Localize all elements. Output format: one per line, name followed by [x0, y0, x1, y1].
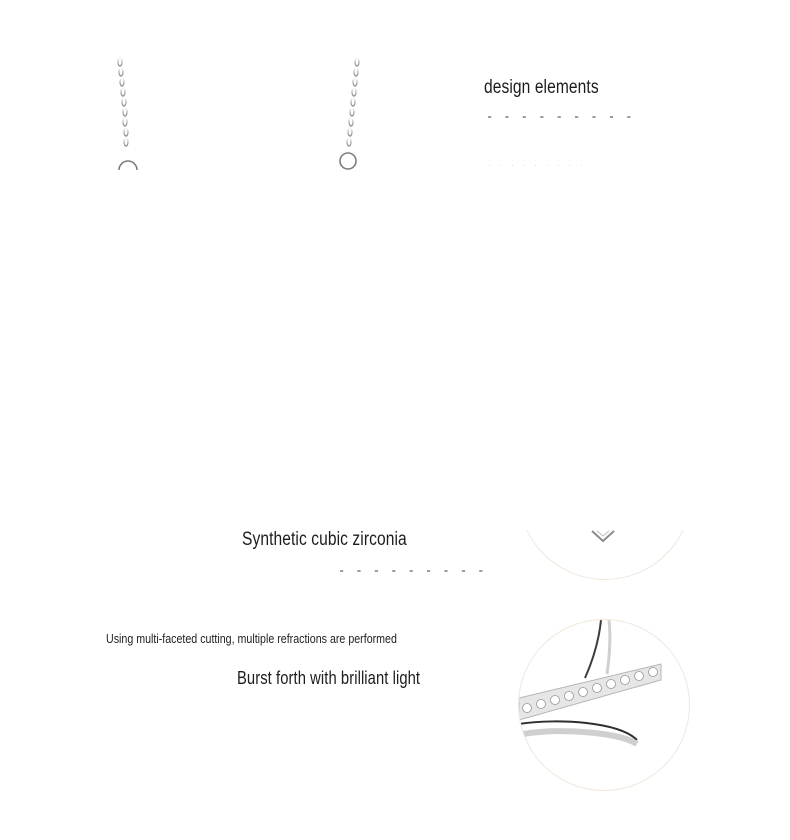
earring-product-image [100, 40, 380, 170]
pave-cz-bar-detail-circle [518, 619, 690, 791]
chevron-gem-icon [588, 530, 618, 544]
zirconia-divider: - - - - - - - - - [338, 564, 486, 578]
zirconia-heading: Synthetic cubic zirconia [242, 529, 407, 550]
design-elements-heading: design elements [484, 77, 599, 98]
design-faint-caption: · · · · · · · · · [488, 160, 586, 170]
zirconia-description: Using multi-faceted cutting, multiple refractions are performed [106, 631, 397, 646]
pave-bar-icon [519, 620, 689, 790]
zirconia-tagline: Burst forth with brilliant light [237, 668, 421, 688]
earring-detail-circle [518, 530, 692, 580]
earring-chain-icon [100, 40, 380, 170]
design-divider: - - - - - - - - - [486, 110, 634, 124]
